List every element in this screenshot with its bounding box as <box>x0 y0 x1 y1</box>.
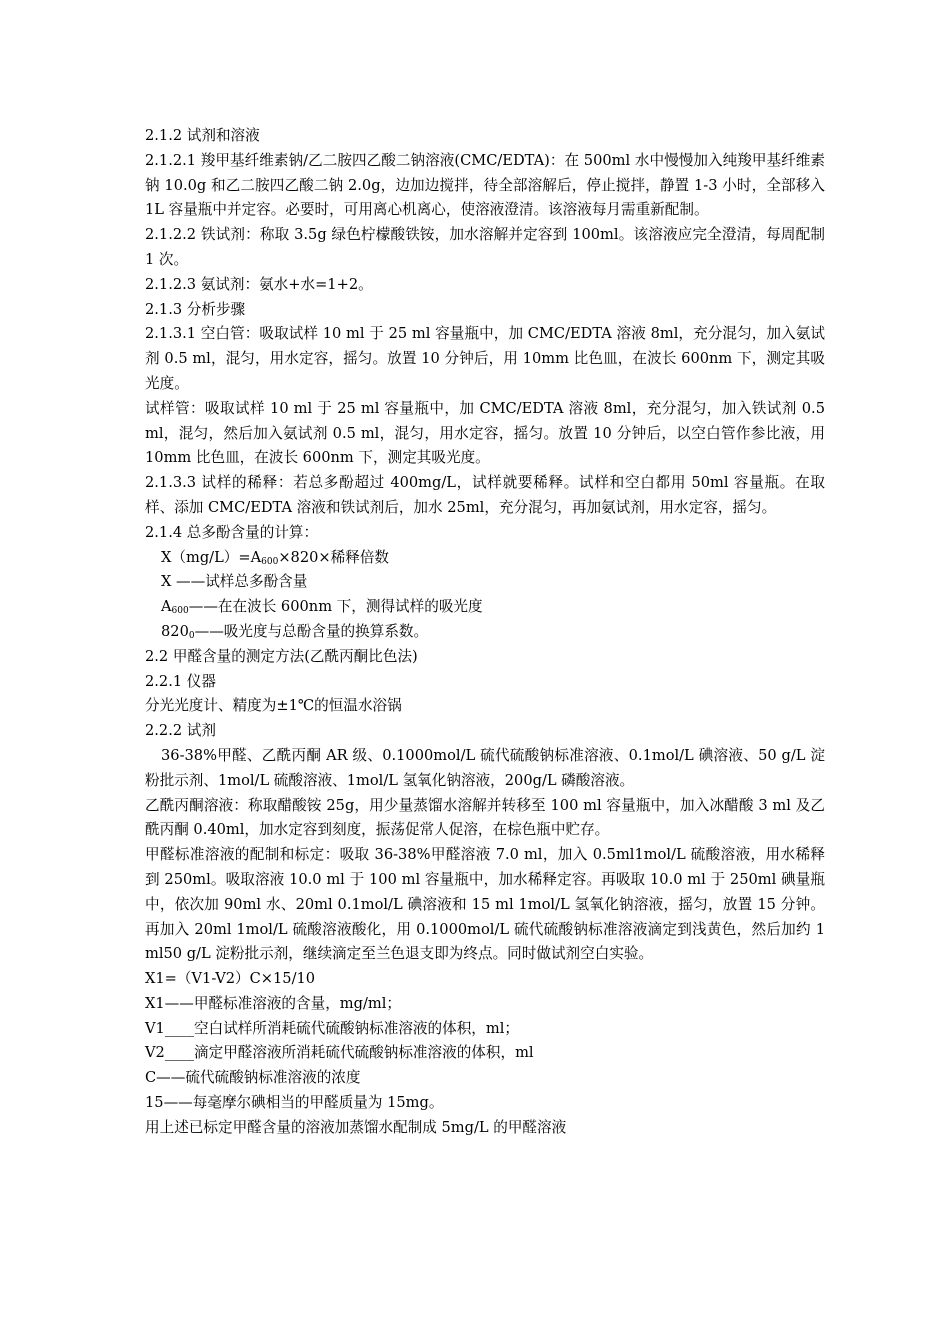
section-heading-2-1-3: 2.1.3 分析步骤 <box>145 300 246 318</box>
paragraph-acetylacetone: 乙酰丙酮溶液：称取醋酸铵 25g，用少量蒸馏水溶解并转移至 100 ml 容量瓶中，加入冰醋酸 3 ml 及乙酰丙酮 0.40ml，加水定容到刻度，振荡促常人促溶，在棕色瓶中贮存。 <box>145 796 825 839</box>
section-heading-2-1-4: 2.1.4 总多酚含量的计算： <box>145 523 319 541</box>
definition-x1: X1——甲醛标准溶液的含量，mg/ml； <box>145 994 401 1012</box>
paragraph-cmc-edta: 2.1.2.1 羧甲基纤维素钠/乙二胺四乙酸二钠溶液(CMC/EDTA)：在 500ml 水中慢慢加入纯羧甲基纤维素钠 10.0g 和乙二胺四乙酸二钠 2.0g，边加边搅拌，待全部溶解后，停止搅拌，静置 1-3 小时，全部移入 1L 容量瓶中并定容。必要时，可用离心机离心，使溶液澄清。该溶液每月需重新配制。 <box>145 151 825 219</box>
paragraph-blank-tube: 2.1.3.1 空白管：吸取试样 10 ml 于 25 ml 容量瓶中，加 CMC/EDTA 溶液 8ml，充分混匀，加入氨试剂 0.5 ml，混匀，用水定容，摇匀。放置 10 分钟后，用 10mm 比色皿，在波长 600nm 下，测定其吸光度。 <box>145 325 825 392</box>
paragraph-reagents-list: 36-38%甲醛、乙酰丙酮 AR 级、0.1000mol/L 硫代硫酸钠标准溶液、0.1mol/L 碘溶液、50 g/L 淀粉批示剂、1mol/L 硫酸溶液、1mol/L 氢氧化钠溶液，200g/L 磷酸溶液。 <box>145 746 825 789</box>
formula-polyphenol: $X(mg/L)=A_{600}\times 820\times$稀释倍数 <box>161 548 390 567</box>
paragraph-dilution: 2.1.3.3 试样的稀释：若总多酚超过 400mg/L，试样就要稀释。试样和空白都用 50ml 容量瓶。在取样、添加 CMC/EDTA 溶液和铁试剂后，加水 25ml，充分混匀，再加氨试剂，用水定容，摇匀。 <box>145 474 825 516</box>
paragraph-ammonia-reagent: 2.1.2.3 氨试剂：氨水+水=1+2。 <box>145 275 373 293</box>
paragraph-sample-tube: 试样管：吸取试样 10 ml 于 25 ml 容量瓶中，加 CMC/EDTA 溶液 8ml，充分混匀，加入铁试剂 0.5 ml，混匀，然后加入氨试剂 0.5 ml，混匀，用水定容，摇匀。放置 10 分钟后，以空白管作参比液，用 10mm 比色皿，在波长 600nm 下，测定其吸光度。 <box>145 399 825 467</box>
definition-c: C——硫代硫酸钠标准溶液的浓度 <box>145 1069 361 1087</box>
section-heading-2-2: 2.2 甲醛含量的测定方法(乙酰丙酮比色法) <box>145 647 418 665</box>
paragraph-iron-reagent: 2.1.2.2 铁试剂：称取 3.5g 绿色柠檬酸铁铵，加水溶解并定容到 100ml。该溶液应完全澄清，每周配制 1 次。 <box>145 226 825 268</box>
paragraph-instruments: 分光光度计、精度为±1℃的恒温水浴锅 <box>145 697 402 715</box>
section-heading-2-1-2: 2.1.2 试剂和溶液 <box>145 127 260 144</box>
formula-definition-a600: $A_{600}——$在在波长 600nm 下，测得试样的吸光度 <box>161 598 483 617</box>
section-heading-2-2-1: 2.2.1 仪器 <box>145 672 216 690</box>
definition-v2: V2____滴定甲醛溶液所消耗硫代硫酸钠标准溶液的体积，ml <box>145 1044 534 1062</box>
paragraph-final-solution: 用上述已标定甲醛含量的溶液加蒸馏水配制成 5mg/L 的甲醛溶液 <box>145 1118 567 1136</box>
formula-definition-x: X ——试样总多酚含量 <box>161 573 308 591</box>
formula-x1: X1=（V1-V2）C×15/10 <box>145 970 316 988</box>
definition-15: 15——每毫摩尔碘相当的甲醛质量为 15mg。 <box>145 1094 444 1112</box>
document-page <box>145 124 825 1141</box>
definition-v1: V1____空白试样所消耗硫代硫酸钠标准溶液的体积，ml； <box>145 1019 519 1037</box>
section-heading-2-2-2: 2.2.2 试剂 <box>145 722 216 740</box>
paragraph-formaldehyde-standard: 甲醛标准溶液的配制和标定：吸取 36-38%甲醛溶液 7.0 ml，加入 0.5ml1mol/L 硫酸溶液，用水稀释到 250ml。吸取溶液 10.0 ml 于 100 ml 容量瓶中，加水稀释定容。再吸取 10.0 ml 于 250ml 碘量瓶中，依次加 90ml 水、20ml 0.1mol/L 碘溶液和 15 ml 1mol/L 氢氧化钠溶液，摇匀，放置 15 分钟。再加入 20ml 1mol/L 硫酸溶液酸化，用 0.1000mol/L 硫代硫酸钠标准溶液滴定到浅黄色，然后加约 1 ml50 g/L 淀粉批示剂，继续滴定至兰色退支即为终点。同时做试剂空白实验。 <box>145 846 825 963</box>
formula-definition-820: $820_0——$吸光度与总酚含量的换算系数。 <box>161 622 429 641</box>
